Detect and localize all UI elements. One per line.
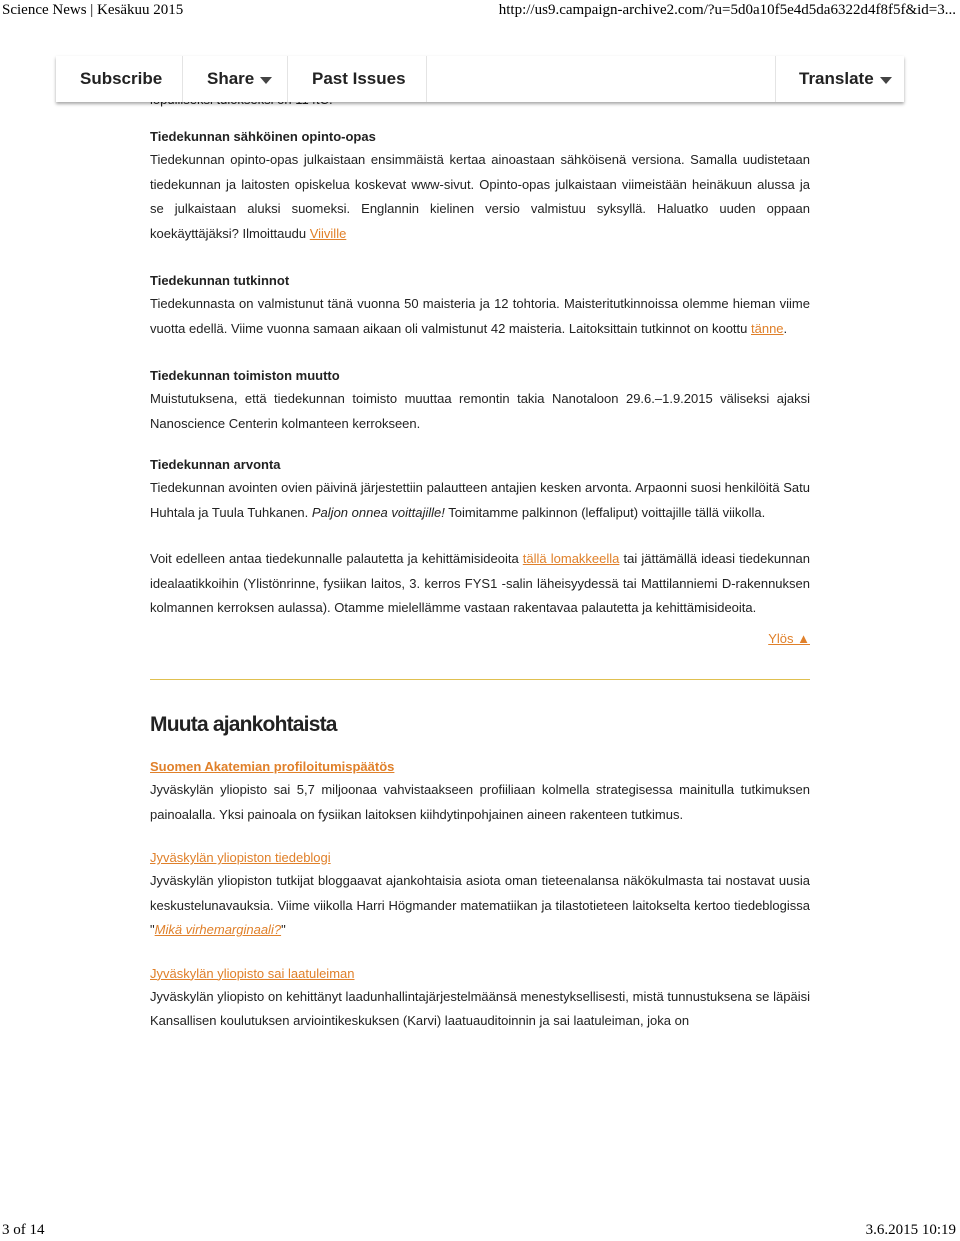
newsletter-content bbox=[150, 90, 810, 1034]
news-title-link[interactable]: Jyväskylän yliopiston tiedeblogi bbox=[150, 850, 331, 865]
section-heading: Tiedekunnan arvonta bbox=[150, 457, 281, 472]
feedback-form-link[interactable]: tällä lomakkeella bbox=[522, 551, 620, 566]
news-item bbox=[150, 847, 810, 943]
section-heading: Tiedekunnan sähköinen opinto-opas bbox=[150, 129, 376, 144]
section-text: Tiedekunnan avointen ovien päivinä järjestettiin palautteen antajien kesken arvonta. Arpaonni suosi henkilöitä Satu Huhtala ja Tuula Tuhkanen. Paljon onnea voittajille! Toimitamme palkinnon (leffaliput) voittajille tällä viikolla. bbox=[150, 480, 810, 520]
nav-separator bbox=[426, 56, 427, 102]
muuta-heading: Muuta ajankohtaista bbox=[150, 713, 337, 736]
nav-separator bbox=[775, 56, 776, 102]
back-to-top bbox=[150, 627, 810, 652]
print-footer bbox=[0, 1221, 960, 1241]
news-text: Jyväskylän yliopiston tutkijat bloggaavat ajankohtaisia asiota oman tieteenalansa näkökulmasta tai nostavat uusia keskustelunavauksia. Viime viikolla Harri Högmander matematiikan ja tilastotieteen laitokselta kertoo tiedeblogissa "Mikä virhemarginaali?" bbox=[150, 873, 810, 937]
subscribe-button[interactable]: Subscribe bbox=[80, 69, 163, 88]
print-header bbox=[0, 0, 960, 20]
news-item bbox=[150, 963, 810, 1034]
news-title-link[interactable]: Suomen Akatemian profiloitumispäätös bbox=[150, 759, 395, 774]
news-text: Jyväskylän yliopisto sai 5,7 miljoonaa vahvistaakseen profiiliaan kolmella strategisessa mainitulla tutkimuksen painoalalla. Yksi painoala on fysiikan laitoksen kiihdytinpohjainen aineen rakenteen tutkimus. bbox=[150, 782, 810, 822]
news-title-link[interactable]: Jyväskylän yliopisto sai laatuleiman bbox=[150, 965, 355, 981]
section-text: Tiedekunnan opinto-opas julkaistaan ensimmäistä kertaa ainoastaan sähköisenä versiona. Samalla uudistetaan tiedekunnan ja laitosten opiskelua koskevat www-sivut. Opinto-opas julkaistaan viimeistään heinäkuun alussa ja se julkaistaan aluksi suomeksi. Englannin kielinen versio valmistuu syksyllä. Haluatko uuden oppaan koekäyttäjäksi? Ilmoittaudu Viiville bbox=[150, 152, 810, 241]
back-to-top-link[interactable]: Ylös ▲ bbox=[768, 630, 810, 646]
page-number: 3 of 14 bbox=[2, 1222, 45, 1238]
chevron-down-icon bbox=[880, 77, 892, 84]
share-button[interactable]: Share bbox=[207, 56, 272, 102]
section-opinto-opas bbox=[150, 126, 810, 246]
nav-separator bbox=[182, 56, 183, 102]
section-tutkinnot bbox=[150, 270, 810, 341]
section-heading: Tiedekunnan tutkinnot bbox=[150, 273, 290, 288]
section-heading: Tiedekunnan toimiston muutto bbox=[150, 368, 340, 383]
news-item bbox=[150, 756, 810, 827]
chevron-down-icon bbox=[260, 77, 272, 84]
blog-post-link[interactable]: Mikä virhemarginaali? bbox=[154, 922, 282, 937]
feedback-text: Voit edelleen antaa tiedekunnalle palautetta ja kehittämisideoita tällä lomakkeella tai jättämällä ideasi tiedekunnan idealaatikkoihin (Ylistönrinne, fysiikan laitos, 3. kerros FYS1 -salin läheisyydessä tai Mattilanniemi D-rakennuksen kolmannen kerroksen aulassa). Otamme mielellämme vastaan rakentavaa palautetta ja kehittämisideoita. bbox=[150, 551, 811, 615]
print-header-title: Science News | Kesäkuu 2015 bbox=[2, 2, 184, 18]
news-text: Jyväskylän yliopisto on kehittänyt laadunhallintajärjestelmäänsä menestyksellisesti, mistä tunnustuksena se läpäisi Kansallisen koulutuksen arviointikeskuksen (Karvi) laatuauditoinnin ja sai laatuleiman, joka on bbox=[150, 988, 810, 1028]
congrats-text: Paljon onnea voittajille! bbox=[311, 504, 445, 520]
print-datetime: 3.6.2015 10:19 bbox=[865, 1222, 956, 1238]
section-arvonta bbox=[150, 454, 810, 525]
section-text: Muistutuksena, että tiedekunnan toimisto muuttaa remontin takia Nanotaloon 29.6.–1.9.2015 väliseksi ajaksi Nanoscience Centerin kolmanteen kerrokseen. bbox=[150, 391, 810, 431]
divider bbox=[150, 679, 810, 680]
section-text: Tiedekunnasta on valmistunut tänä vuonna 50 maisteria ja 12 tohtoria. Maisteritutkinnoissa olemme hieman viime vuotta edellä. Viime vuonna samaan aikaan oli valmistunut 42 maisteria. Laitoksittain tutkinnot on koottu tänne. bbox=[150, 296, 810, 336]
tanne-link[interactable]: tänne bbox=[751, 320, 784, 336]
viiville-link[interactable]: Viiville bbox=[309, 225, 347, 241]
nav-separator bbox=[287, 56, 288, 102]
translate-button[interactable]: Translate bbox=[799, 56, 892, 102]
section-toimiston-muutto bbox=[150, 365, 810, 436]
section-feedback bbox=[150, 547, 810, 621]
print-header-url: http://us9.campaign-archive2.com/?u=5d0a10f5e4d5da6322d4f8f5f&id=3... bbox=[498, 2, 956, 18]
campaign-nav-bar bbox=[56, 56, 904, 102]
past-issues-button[interactable]: Past Issues bbox=[312, 69, 406, 88]
